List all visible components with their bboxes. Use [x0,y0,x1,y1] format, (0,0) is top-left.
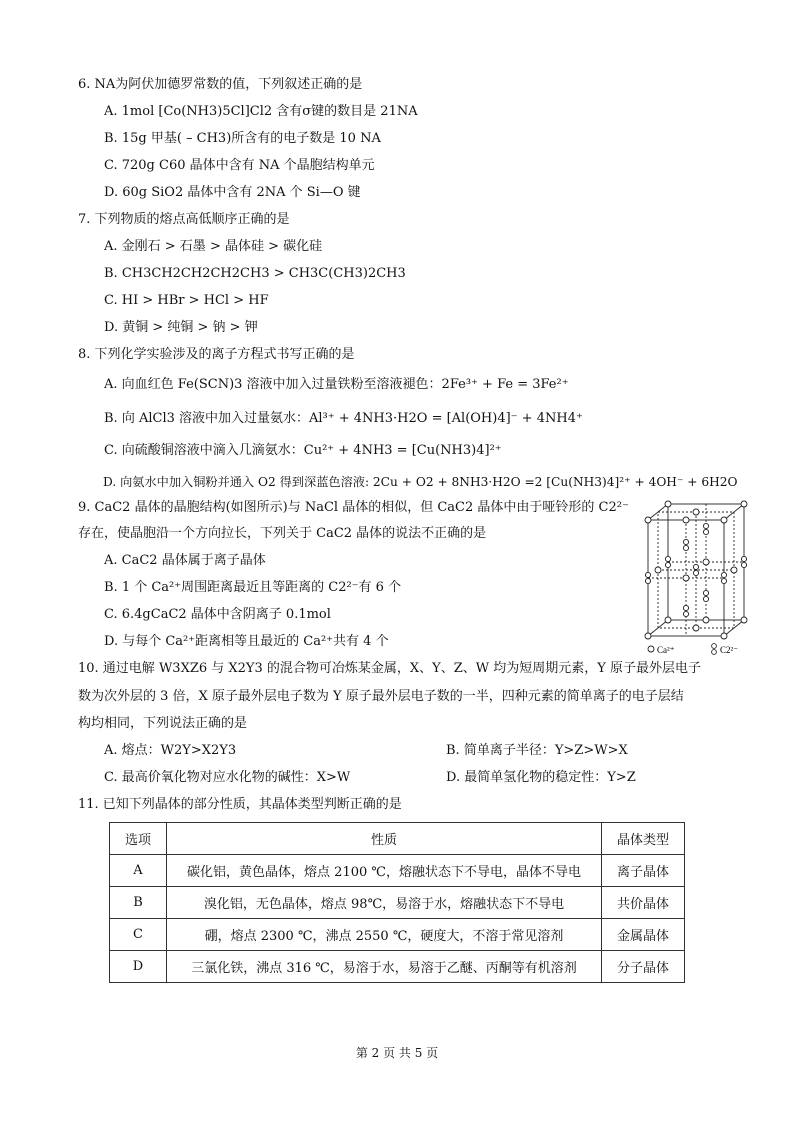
q10-option-c: C. 最高价氧化物对应水化物的碱性：X>W [104,770,351,785]
crystal-properties-table [109,822,685,983]
table-row [110,855,685,887]
q10-option-d: D. 最简单氢化物的稳定性：Y>Z [446,770,636,785]
q7-option-c: C. HI > HBr > HCl > HF [104,293,269,308]
q6-option-d: D. 60g SiO2 晶体中含有 2NA 个 Si—O 键 [104,185,361,200]
q9-option-c: C. 6.4gCaC2 晶体中含阴离子 0.1mol [104,607,331,622]
table-row [110,919,685,951]
q8-option-c: C. 向硫酸铜溶液中滴入几滴氨水：Cu²⁺ + 4NH3 = [Cu(NH3)4]²⁺ [104,443,502,458]
q8-option-d: D. 向氨水中加入铜粉并通入 O2 得到深蓝色溶液: 2Cu + O2 + 8NH3·H2O =2 [Cu(NH3)4]²⁺ + 4OH⁻ + 6H2O [103,475,738,489]
row-c-option: C [110,919,167,951]
q10-stem-line1: 10. 通过电解 W3XZ6 与 X2Y3 的混合物可冶炼某金属，X、Y、Z、W 均为短周期元素，Y 原子最外层电子 [78,661,701,676]
q7-stem: 7. 下列物质的熔点高低顺序正确的是 [78,212,290,227]
q6-option-c: C. 720g C60 晶体中含有 NA 个晶胞结构单元 [104,158,375,173]
q6-stem: 6. NA为阿伏加德罗常数的值，下列叙述正确的是 [78,77,363,92]
q9-option-a: A. CaC2 晶体属于离子晶体 [104,553,266,568]
row-c-properties: 硼，熔点 2300 ℃，沸点 2550 ℃，硬度大，不溶于常见溶剂 [167,919,602,951]
q8-option-b: B. 向 AlCl3 溶液中加入过量氨水：Al³⁺ + 4NH3·H2O = [Al(OH)4]⁻ + 4NH4⁺ [104,411,583,426]
q9-option-d: D. 与每个 Ca²⁺距离相等且最近的 Ca²⁺共有 4 个 [104,634,389,649]
row-d-properties: 三氯化铁，沸点 316 ℃，易溶于水，易溶于乙醚、丙酮等有机溶剂 [167,951,602,983]
ca-legend-icon [648,646,654,652]
q11-stem: 11. 已知下列晶体的部分性质，其晶体类型判断正确的是 [78,797,402,812]
row-a-type: 离子晶体 [602,855,685,887]
row-b-properties: 溴化铝，无色晶体，熔点 98℃，易溶于水，熔融状态下不导电 [167,887,602,919]
q9-stem-line2: 存在，使晶胞沿一个方向拉长，下列关于 CaC2 晶体的说法不正确的是 [78,526,487,541]
row-a-properties: 碳化铝，黄色晶体，熔点 2100 ℃，熔融状态下不导电，晶体不导电 [167,855,602,887]
q7-option-d: D. 黄铜 > 纯铜 > 钠 > 钾 [104,320,258,335]
q9-stem-line1: 9. CaC2 晶体的晶胞结构(如图所示)与 NaCl 晶体的相似，但 CaC2 晶体中由于哑铃形的 C2²⁻ [78,500,629,515]
q6-option-a: A. 1mol [Co(NH3)5Cl]Cl2 含有σ键的数目是 21NA [104,104,418,119]
table-header-row [110,823,685,855]
q10-option-a: A. 熔点：W2Y>X2Y3 [104,743,237,758]
row-b-type: 共价晶体 [602,887,685,919]
table-row [110,951,685,983]
q7-option-a: A. 金刚石 > 石墨 > 晶体硅 > 碳化硅 [104,239,323,254]
row-c-type: 金属晶体 [602,919,685,951]
row-d-type: 分子晶体 [602,951,685,983]
q10-stem-line3: 构均相同，下列说法正确的是 [78,716,248,731]
q9-option-b: B. 1 个 Ca²⁺周围距离最近且等距离的 C2²⁻有 6 个 [104,580,402,595]
header-properties: 性质 [167,823,602,855]
row-b-option: B [110,887,167,919]
header-crystal-type: 晶体类型 [602,823,685,855]
row-d-option: D [110,951,167,983]
q8-option-a: A. 向血红色 Fe(SCN)3 溶液中加入过量铁粉至溶液褪色：2Fe³⁺ + Fe = 3Fe²⁺ [104,377,569,392]
cac2-unit-cell-figure [640,498,750,658]
q10-option-b: B. 简单离子半径：Y>Z>W>X [446,743,628,758]
page-footer: 第 2 页 共 5 页 [355,1046,439,1060]
ca-legend-label: Ca²⁺ [657,645,675,655]
q10-stem-line2: 数为次外层的 3 倍，X 原子最外层电子数为 Y 原子最外层电子数的一半，四种元素的简单离子的电子层结 [78,689,684,704]
q7-option-b: B. CH3CH2CH2CH2CH3 > CH3C(CH3)2CH3 [104,266,406,281]
q8-stem: 8. 下列化学实验涉及的离子方程式书写正确的是 [78,347,355,362]
header-option: 选项 [110,823,167,855]
row-a-option: A [110,855,167,887]
q6-option-b: B. 15g 甲基( – CH3)所含有的电子数是 10 NA [104,131,381,146]
c2-legend-icon [712,650,717,655]
table-row [110,887,685,919]
c2-legend-label: C2²⁻ [720,645,738,655]
